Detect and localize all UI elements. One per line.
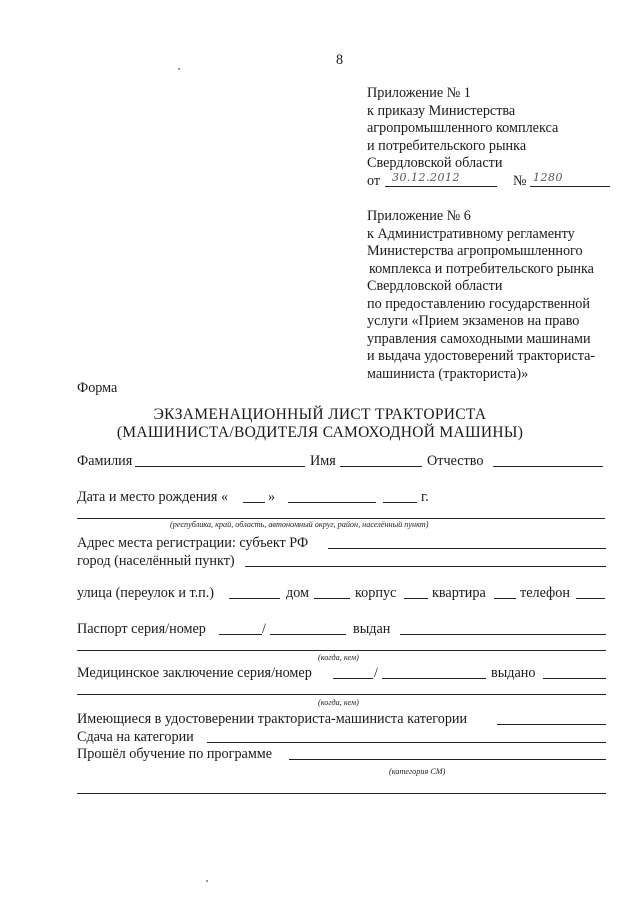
form-title-line-2: (МАШИНИСТА/ВОДИТЕЛЯ САМОХОДНОЙ МАШИНЫ) bbox=[116, 424, 524, 441]
passport-issued-field[interactable] bbox=[400, 634, 606, 635]
passport-issued-field-2[interactable] bbox=[77, 650, 606, 651]
appendix-6-line: комплекса и потребительского рынка bbox=[369, 261, 594, 277]
birth-month-field[interactable] bbox=[288, 502, 376, 503]
city-label: город (населённый пункт) bbox=[77, 553, 235, 569]
birth-close-quote: » bbox=[268, 489, 276, 505]
appendix-6-line: Министерства агропромышленного bbox=[367, 243, 583, 259]
appendix-6-line: услуги «Прием экзаменов на право bbox=[367, 313, 580, 329]
medical-label: Медицинское заключение серия/номер bbox=[77, 665, 312, 681]
appendix-6-title: Приложение № 6 bbox=[367, 208, 471, 224]
year-suffix: г. bbox=[421, 489, 429, 505]
name-label: Имя bbox=[310, 453, 336, 469]
category-cm-hint: (категория СМ) bbox=[389, 767, 446, 776]
birth-place-hint: (республика, край, область, автономный округ, район, населённый пункт) bbox=[170, 520, 429, 529]
building-field[interactable] bbox=[404, 598, 428, 599]
medical-slash: / bbox=[374, 665, 378, 681]
surname-label: Фамилия bbox=[77, 453, 133, 469]
scan-speck bbox=[206, 880, 208, 882]
appendix-6-line: Свердловской области bbox=[367, 278, 503, 294]
appendix-6-line: управления самоходными машинами bbox=[367, 331, 591, 347]
training-label: Прошёл обучение по программе bbox=[77, 746, 273, 762]
medical-when-who-hint: (когда, кем) bbox=[318, 698, 359, 707]
form-title-line-1: ЭКЗАМЕНАЦИОННЫЙ ЛИСТ ТРАКТОРИСТА bbox=[153, 406, 487, 423]
categories-have-field[interactable] bbox=[497, 724, 606, 725]
exam-categories-field[interactable] bbox=[207, 742, 606, 743]
passport-when-who-hint: (когда, кем) bbox=[318, 653, 359, 662]
appendix-1-line: к приказу Министерства bbox=[367, 103, 516, 119]
medical-issued-field-2[interactable] bbox=[77, 694, 606, 695]
medical-number-field[interactable] bbox=[382, 678, 486, 679]
apartment-label: квартира bbox=[432, 585, 486, 601]
page-number: 8 bbox=[336, 52, 344, 68]
scan-speck bbox=[178, 68, 180, 70]
categories-have-label: Имеющиеся в удостоверении тракториста-машиниста категории bbox=[77, 711, 468, 727]
medical-series-field[interactable] bbox=[333, 678, 373, 679]
patronymic-label: Отчество bbox=[427, 453, 484, 469]
number-prefix: № bbox=[513, 173, 527, 189]
handwritten-date: 30.12.2012 bbox=[392, 171, 460, 184]
name-field[interactable] bbox=[340, 466, 422, 467]
passport-series-field[interactable] bbox=[219, 634, 262, 635]
appendix-1-title: Приложение № 1 bbox=[367, 85, 471, 101]
passport-slash: / bbox=[262, 621, 266, 637]
birth-year-field[interactable] bbox=[383, 502, 417, 503]
street-label: улица (переулок и т.п.) bbox=[77, 585, 214, 601]
handwritten-number: 1280 bbox=[533, 171, 563, 184]
passport-label: Паспорт серия/номер bbox=[77, 621, 206, 637]
passport-issued-label: выдан bbox=[353, 621, 391, 637]
building-label: корпус bbox=[355, 585, 397, 601]
medical-issued-label: выдано bbox=[491, 665, 536, 681]
appendix-1-line: Свердловской области bbox=[367, 155, 503, 171]
phone-field[interactable] bbox=[576, 598, 605, 599]
house-label: дом bbox=[286, 585, 310, 601]
medical-issued-field[interactable] bbox=[543, 678, 606, 679]
patronymic-field[interactable] bbox=[493, 466, 603, 467]
subject-rf-field[interactable] bbox=[328, 548, 606, 549]
apartment-field[interactable] bbox=[494, 598, 516, 599]
training-field[interactable] bbox=[289, 759, 606, 760]
appendix-6-line: и выдача удостоверений тракториста- bbox=[367, 348, 596, 364]
passport-number-field[interactable] bbox=[270, 634, 346, 635]
birth-label: Дата и место рождения « bbox=[77, 489, 229, 505]
appendix-6-line: по предоставлению государственной bbox=[367, 296, 590, 312]
appendix-1-line: и потребительского рынка bbox=[367, 138, 527, 154]
birth-place-field[interactable] bbox=[77, 518, 605, 519]
form-label: Форма bbox=[77, 380, 118, 396]
phone-label: телефон bbox=[520, 585, 570, 601]
city-field[interactable] bbox=[245, 566, 606, 567]
date-prefix: от bbox=[367, 173, 381, 189]
appendix-1-line: агропромышленного комплекса bbox=[367, 120, 559, 136]
surname-field[interactable] bbox=[135, 466, 305, 467]
appendix-6-line: к Административному регламенту bbox=[367, 226, 575, 242]
reg-address-label: Адрес места регистрации: субъект РФ bbox=[77, 535, 309, 551]
training-field-2[interactable] bbox=[77, 793, 606, 794]
appendix-6-line: машиниста (тракториста)» bbox=[367, 366, 529, 382]
exam-categories-label: Сдача на категории bbox=[77, 729, 194, 745]
street-field[interactable] bbox=[229, 598, 280, 599]
house-field[interactable] bbox=[314, 598, 350, 599]
birth-day-field[interactable] bbox=[243, 502, 265, 503]
